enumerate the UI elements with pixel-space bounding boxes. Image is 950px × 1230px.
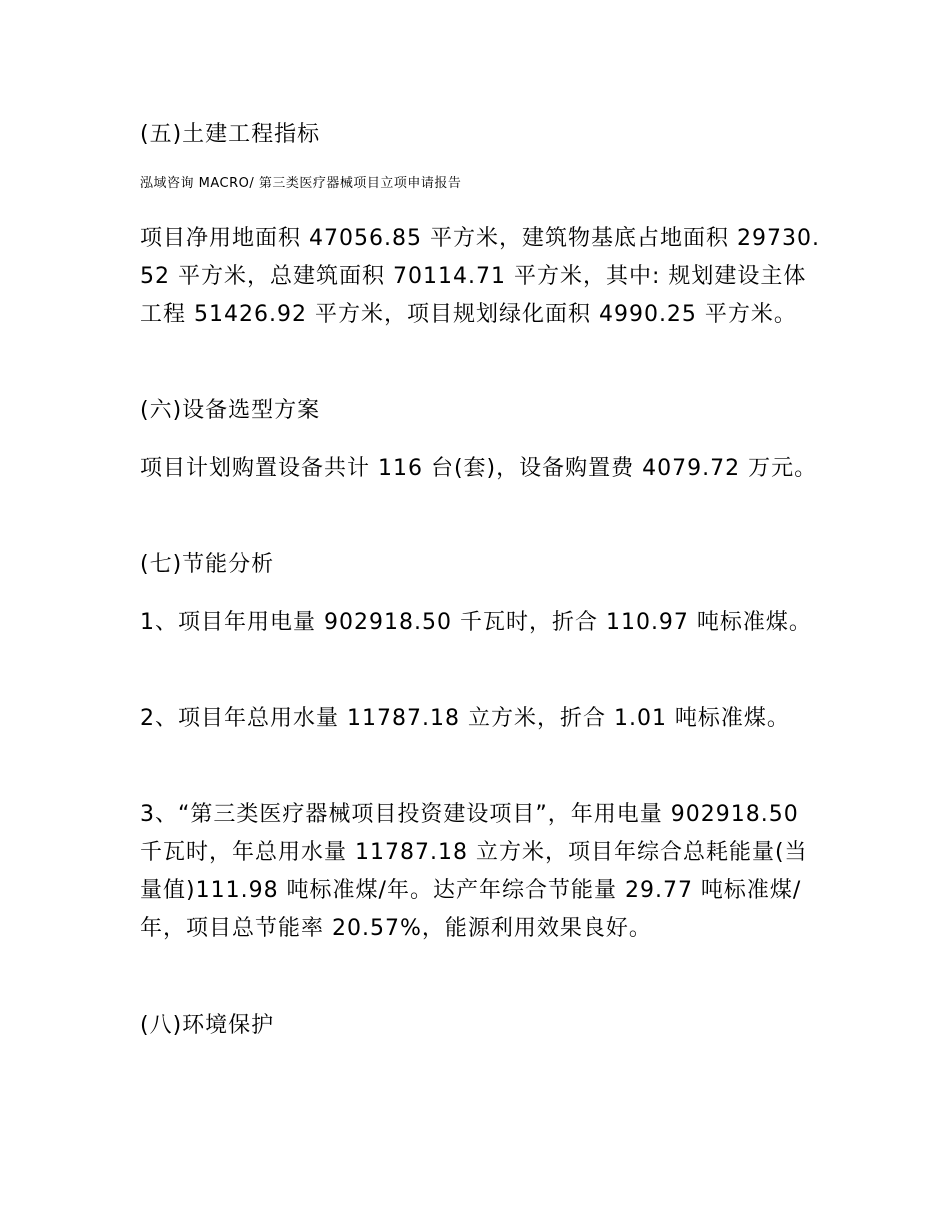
paragraph-equipment: 项目计划购置设备共计 116 台(套)，设备购置费 4079.72 万元。 xyxy=(140,456,818,481)
section-heading-environment: (八)环境保护 xyxy=(140,1013,275,1038)
list-item-water: 2、项目年总用水量 11787.18 立方米，折合 1.01 吨标准煤。 xyxy=(140,706,790,731)
section-heading-equipment: (六)设备选型方案 xyxy=(140,398,321,423)
list-item-summary: 3、“第三类医疗器械项目投资建设项目”，年用电量 902918.50 千瓦时，年总用水量 11787.18 立方米，项目年综合总耗能量(当量值)111.98 吨标准煤/年。达产年综合节能量 29.77 吨标准煤/年，项目总节能率 20.57%，能源利用效果良好。 xyxy=(140,802,808,941)
section-heading-energy: (七)节能分析 xyxy=(140,552,275,577)
list-item-electricity: 1、项目年用电量 902918.50 千瓦时，折合 110.97 吨标准煤。 xyxy=(140,610,812,635)
running-header: 泓域咨询 MACRO/ 第三类医疗器械项目立项申请报告 xyxy=(140,176,462,191)
paragraph-civil-engineering: 项目净用地面积 47056.85 平方米，建筑物基底占地面积 29730.52 平方米，总建筑面积 70114.71 平方米，其中: 规划建设主体工程 51426.92 平方米，项目规划绿化面积 4990.25 平方米。 xyxy=(140,226,820,327)
section-heading-civil-engineering: (五)土建工程指标 xyxy=(140,122,321,147)
